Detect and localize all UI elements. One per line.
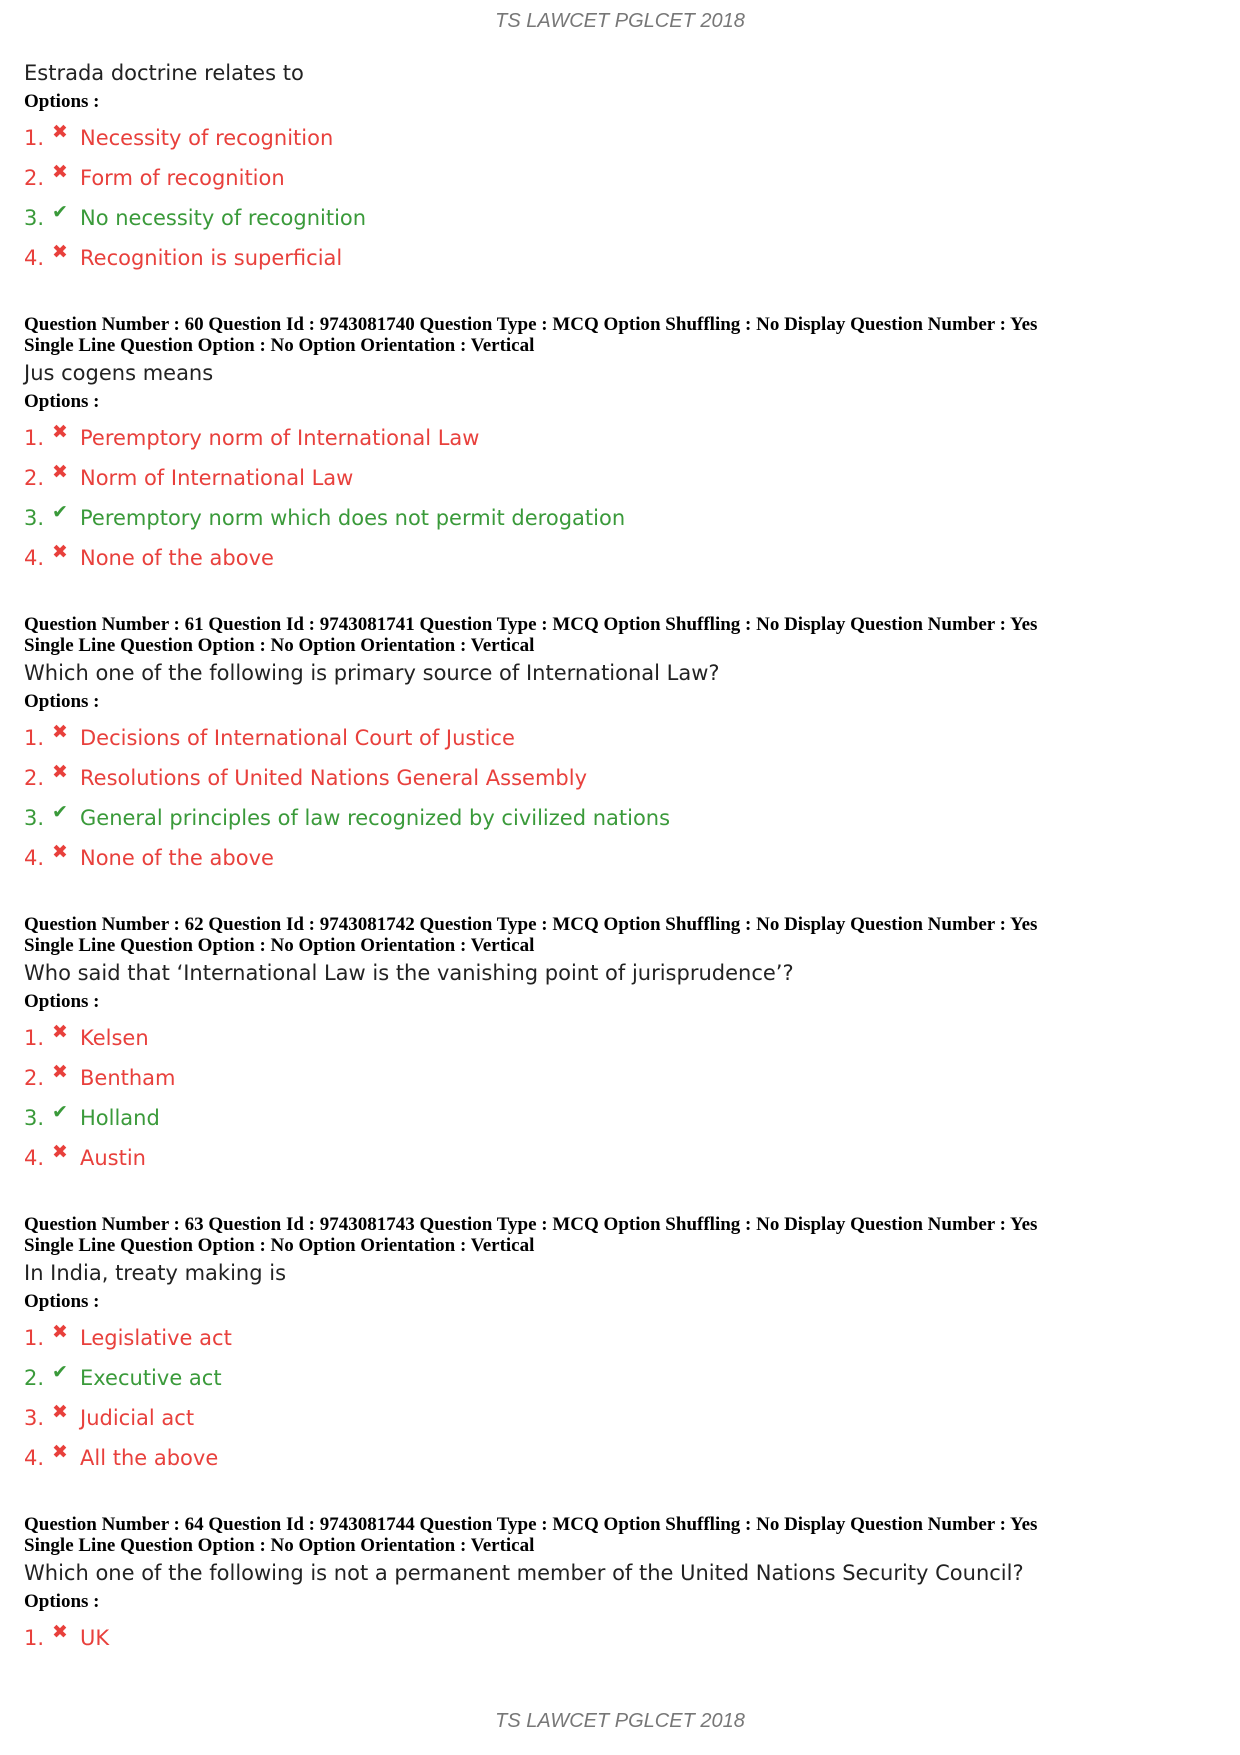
option-item bbox=[24, 838, 1224, 878]
question-meta-line-2: Single Line Question Option : No Option Orientation : Vertical bbox=[24, 1535, 535, 1556]
question-text: In India, treaty making is bbox=[24, 1261, 287, 1285]
question-block bbox=[24, 314, 1224, 578]
option-item bbox=[24, 1618, 1224, 1658]
option-item bbox=[24, 1438, 1224, 1478]
question-meta bbox=[24, 314, 1224, 356]
option-item bbox=[24, 1018, 1224, 1058]
options-label: Options : bbox=[24, 91, 100, 112]
cross-icon: ✖ bbox=[52, 161, 68, 183]
cross-icon: ✖ bbox=[52, 461, 68, 483]
question-meta-line-2: Single Line Question Option : No Option Orientation : Vertical bbox=[24, 935, 535, 956]
option-item bbox=[24, 1398, 1224, 1438]
question-text: Estrada doctrine relates to bbox=[24, 61, 304, 85]
question-meta-line-2: Single Line Question Option : No Option Orientation : Vertical bbox=[24, 1235, 535, 1256]
option-number: 3. bbox=[24, 1406, 45, 1430]
option-number: 3. bbox=[24, 506, 45, 530]
question-meta bbox=[24, 614, 1224, 656]
option-text: Decisions of International Court of Justice bbox=[80, 726, 515, 750]
question-text: Which one of the following is not a permanent member of the United Nations Security Council? bbox=[24, 1561, 1024, 1585]
cross-icon: ✖ bbox=[52, 121, 68, 143]
question-block bbox=[24, 1514, 1224, 1658]
cross-icon: ✖ bbox=[52, 841, 68, 863]
option-item bbox=[24, 1318, 1224, 1358]
question-meta-line-2: Single Line Question Option : No Option Orientation : Vertical bbox=[24, 635, 535, 656]
option-text: Executive act bbox=[80, 1366, 222, 1390]
question-block bbox=[24, 614, 1224, 878]
option-number: 2. bbox=[24, 166, 45, 190]
option-text: Austin bbox=[80, 1146, 146, 1170]
question-meta-line-1: Question Number : 60 Question Id : 9743081740 Question Type : MCQ Option Shuffling : No Display Question Number : Yes bbox=[24, 314, 1038, 335]
check-icon: ✔ bbox=[52, 1361, 68, 1383]
cross-icon: ✖ bbox=[52, 1621, 68, 1643]
question-text: Jus cogens means bbox=[24, 361, 214, 385]
option-number: 4. bbox=[24, 546, 45, 570]
check-icon: ✔ bbox=[52, 801, 68, 823]
cross-icon: ✖ bbox=[52, 1321, 68, 1343]
option-text: Legislative act bbox=[80, 1326, 232, 1350]
option-text: Judicial act bbox=[80, 1406, 195, 1430]
question-block bbox=[24, 914, 1224, 1178]
option-item bbox=[24, 1138, 1224, 1178]
question-block bbox=[24, 1214, 1224, 1478]
option-text: None of the above bbox=[80, 546, 274, 570]
options-label: Options : bbox=[24, 991, 100, 1012]
option-item bbox=[24, 118, 1224, 158]
option-item bbox=[24, 1058, 1224, 1098]
option-text: No necessity of recognition bbox=[80, 206, 367, 230]
option-text: Peremptory norm which does not permit derogation bbox=[80, 506, 626, 530]
option-item bbox=[24, 1098, 1224, 1138]
option-number: 3. bbox=[24, 206, 45, 230]
question-meta bbox=[24, 1214, 1224, 1256]
option-item bbox=[24, 238, 1224, 278]
question-meta-line-1: Question Number : 61 Question Id : 9743081741 Question Type : MCQ Option Shuffling : No Display Question Number : Yes bbox=[24, 614, 1038, 635]
cross-icon: ✖ bbox=[52, 1021, 68, 1043]
option-text: All the above bbox=[80, 1446, 219, 1470]
question-meta-line-1: Question Number : 64 Question Id : 9743081744 Question Type : MCQ Option Shuffling : No Display Question Number : Yes bbox=[24, 1514, 1038, 1535]
question-text: Who said that ‘International Law is the vanishing point of jurisprudence’? bbox=[24, 961, 794, 985]
option-number: 4. bbox=[24, 246, 45, 270]
option-number: 4. bbox=[24, 1146, 45, 1170]
option-number: 3. bbox=[24, 806, 45, 830]
check-icon: ✔ bbox=[52, 501, 68, 523]
option-text: Recognition is superficial bbox=[80, 246, 343, 270]
option-text: Resolutions of United Nations General Assembly bbox=[80, 766, 588, 790]
check-icon: ✔ bbox=[52, 201, 68, 223]
option-item bbox=[24, 798, 1224, 838]
cross-icon: ✖ bbox=[52, 721, 68, 743]
question-block bbox=[24, 58, 1224, 278]
options-label: Options : bbox=[24, 391, 100, 412]
option-text: Bentham bbox=[80, 1066, 176, 1090]
option-item bbox=[24, 418, 1224, 458]
cross-icon: ✖ bbox=[52, 541, 68, 563]
cross-icon: ✖ bbox=[52, 761, 68, 783]
cross-icon: ✖ bbox=[52, 1401, 68, 1423]
cross-icon: ✖ bbox=[52, 1441, 68, 1463]
option-text: UK bbox=[80, 1626, 110, 1650]
page-footer: TS LAWCET PGLCET 2018 bbox=[495, 1710, 745, 1732]
option-item bbox=[24, 198, 1224, 238]
option-number: 1. bbox=[24, 126, 45, 150]
cross-icon: ✖ bbox=[52, 241, 68, 263]
question-meta-line-2: Single Line Question Option : No Option Orientation : Vertical bbox=[24, 335, 535, 356]
option-number: 1. bbox=[24, 1626, 45, 1650]
option-item bbox=[24, 1358, 1224, 1398]
option-text: Holland bbox=[80, 1106, 160, 1130]
option-item bbox=[24, 758, 1224, 798]
option-item bbox=[24, 158, 1224, 198]
option-number: 4. bbox=[24, 846, 45, 870]
option-text: General principles of law recognized by civilized nations bbox=[80, 806, 671, 830]
option-number: 4. bbox=[24, 1446, 45, 1470]
options-label: Options : bbox=[24, 691, 100, 712]
option-number: 1. bbox=[24, 1026, 45, 1050]
cross-icon: ✖ bbox=[52, 421, 68, 443]
option-item bbox=[24, 718, 1224, 758]
question-meta bbox=[24, 914, 1224, 956]
check-icon: ✔ bbox=[52, 1101, 68, 1123]
option-item bbox=[24, 498, 1224, 538]
question-meta-line-1: Question Number : 62 Question Id : 9743081742 Question Type : MCQ Option Shuffling : No Display Question Number : Yes bbox=[24, 914, 1038, 935]
option-text: Peremptory norm of International Law bbox=[80, 426, 480, 450]
option-number: 2. bbox=[24, 1066, 45, 1090]
option-number: 1. bbox=[24, 726, 45, 750]
question-list bbox=[24, 56, 1224, 1694]
options-label: Options : bbox=[24, 1591, 100, 1612]
option-text: Kelsen bbox=[80, 1026, 149, 1050]
option-item bbox=[24, 458, 1224, 498]
cross-icon: ✖ bbox=[52, 1061, 68, 1083]
question-meta bbox=[24, 1514, 1224, 1556]
option-number: 2. bbox=[24, 1366, 45, 1390]
option-text: Norm of International Law bbox=[80, 466, 354, 490]
question-text: Which one of the following is primary source of International Law? bbox=[24, 661, 720, 685]
option-text: Necessity of recognition bbox=[80, 126, 334, 150]
option-number: 2. bbox=[24, 766, 45, 790]
options-label: Options : bbox=[24, 1291, 100, 1312]
option-number: 2. bbox=[24, 466, 45, 490]
option-number: 1. bbox=[24, 426, 45, 450]
option-item bbox=[24, 538, 1224, 578]
question-meta-line-1: Question Number : 63 Question Id : 9743081743 Question Type : MCQ Option Shuffling : No Display Question Number : Yes bbox=[24, 1214, 1038, 1235]
option-number: 3. bbox=[24, 1106, 45, 1130]
cross-icon: ✖ bbox=[52, 1141, 68, 1163]
option-text: Form of recognition bbox=[80, 166, 285, 190]
option-text: None of the above bbox=[80, 846, 274, 870]
page-header: TS LAWCET PGLCET 2018 bbox=[495, 10, 745, 32]
option-number: 1. bbox=[24, 1326, 45, 1350]
